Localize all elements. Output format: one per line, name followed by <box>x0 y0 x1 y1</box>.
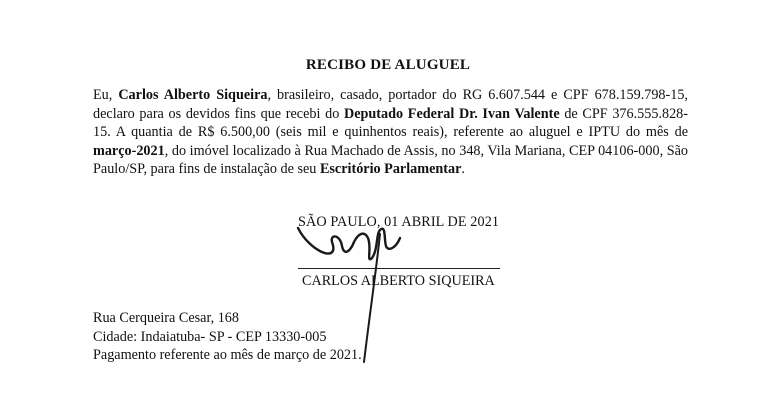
landlord-name: Carlos Alberto Siqueira <box>118 87 268 103</box>
signature-line <box>298 268 500 269</box>
body-text-part: , do imóvel localizado à Rua Machado de Assis, no 348, Vila Mariana, CEP 04106-000, São Paulo/SP, para fins de instalação de seu <box>93 142 688 177</box>
body-text-part: . <box>461 161 465 177</box>
reference-month: março-2021 <box>93 142 165 159</box>
footer-city: Cidade: Indaiatuba- SP - CEP 13330-005 <box>93 328 327 345</box>
body-text-part: , brasileiro, casado, portador do RG 6.607.544 e CPF 678.159.798-15, declaro para os devidos fins que recebi do <box>93 87 688 122</box>
receipt-body <box>93 86 688 179</box>
body-text-part: de CPF 376.555.828-15. A quantia de R$ 6.500,00 (seis mil e quinhentos reais), referente ao aluguel e IPTU do mês de <box>93 105 689 140</box>
receipt-title: RECIBO DE ALUGUEL <box>305 57 471 73</box>
signer-name: CARLOS ALBERTO SIQUEIRA <box>302 273 495 289</box>
date-line: SÃO PAULO, 01 ABRIL DE 2021 <box>298 214 500 230</box>
purpose: Escritório Parlamentar <box>319 161 462 177</box>
footer-payment-note: Pagamento referente ao mês de março de 2021. <box>93 347 362 363</box>
body-text-part: Eu, <box>93 87 119 103</box>
tenant-name: Deputado Federal Dr. Ivan Valente <box>343 105 560 122</box>
footer-block <box>93 309 362 365</box>
footer-address: Rua Cerqueira Cesar, 168 <box>93 310 239 326</box>
